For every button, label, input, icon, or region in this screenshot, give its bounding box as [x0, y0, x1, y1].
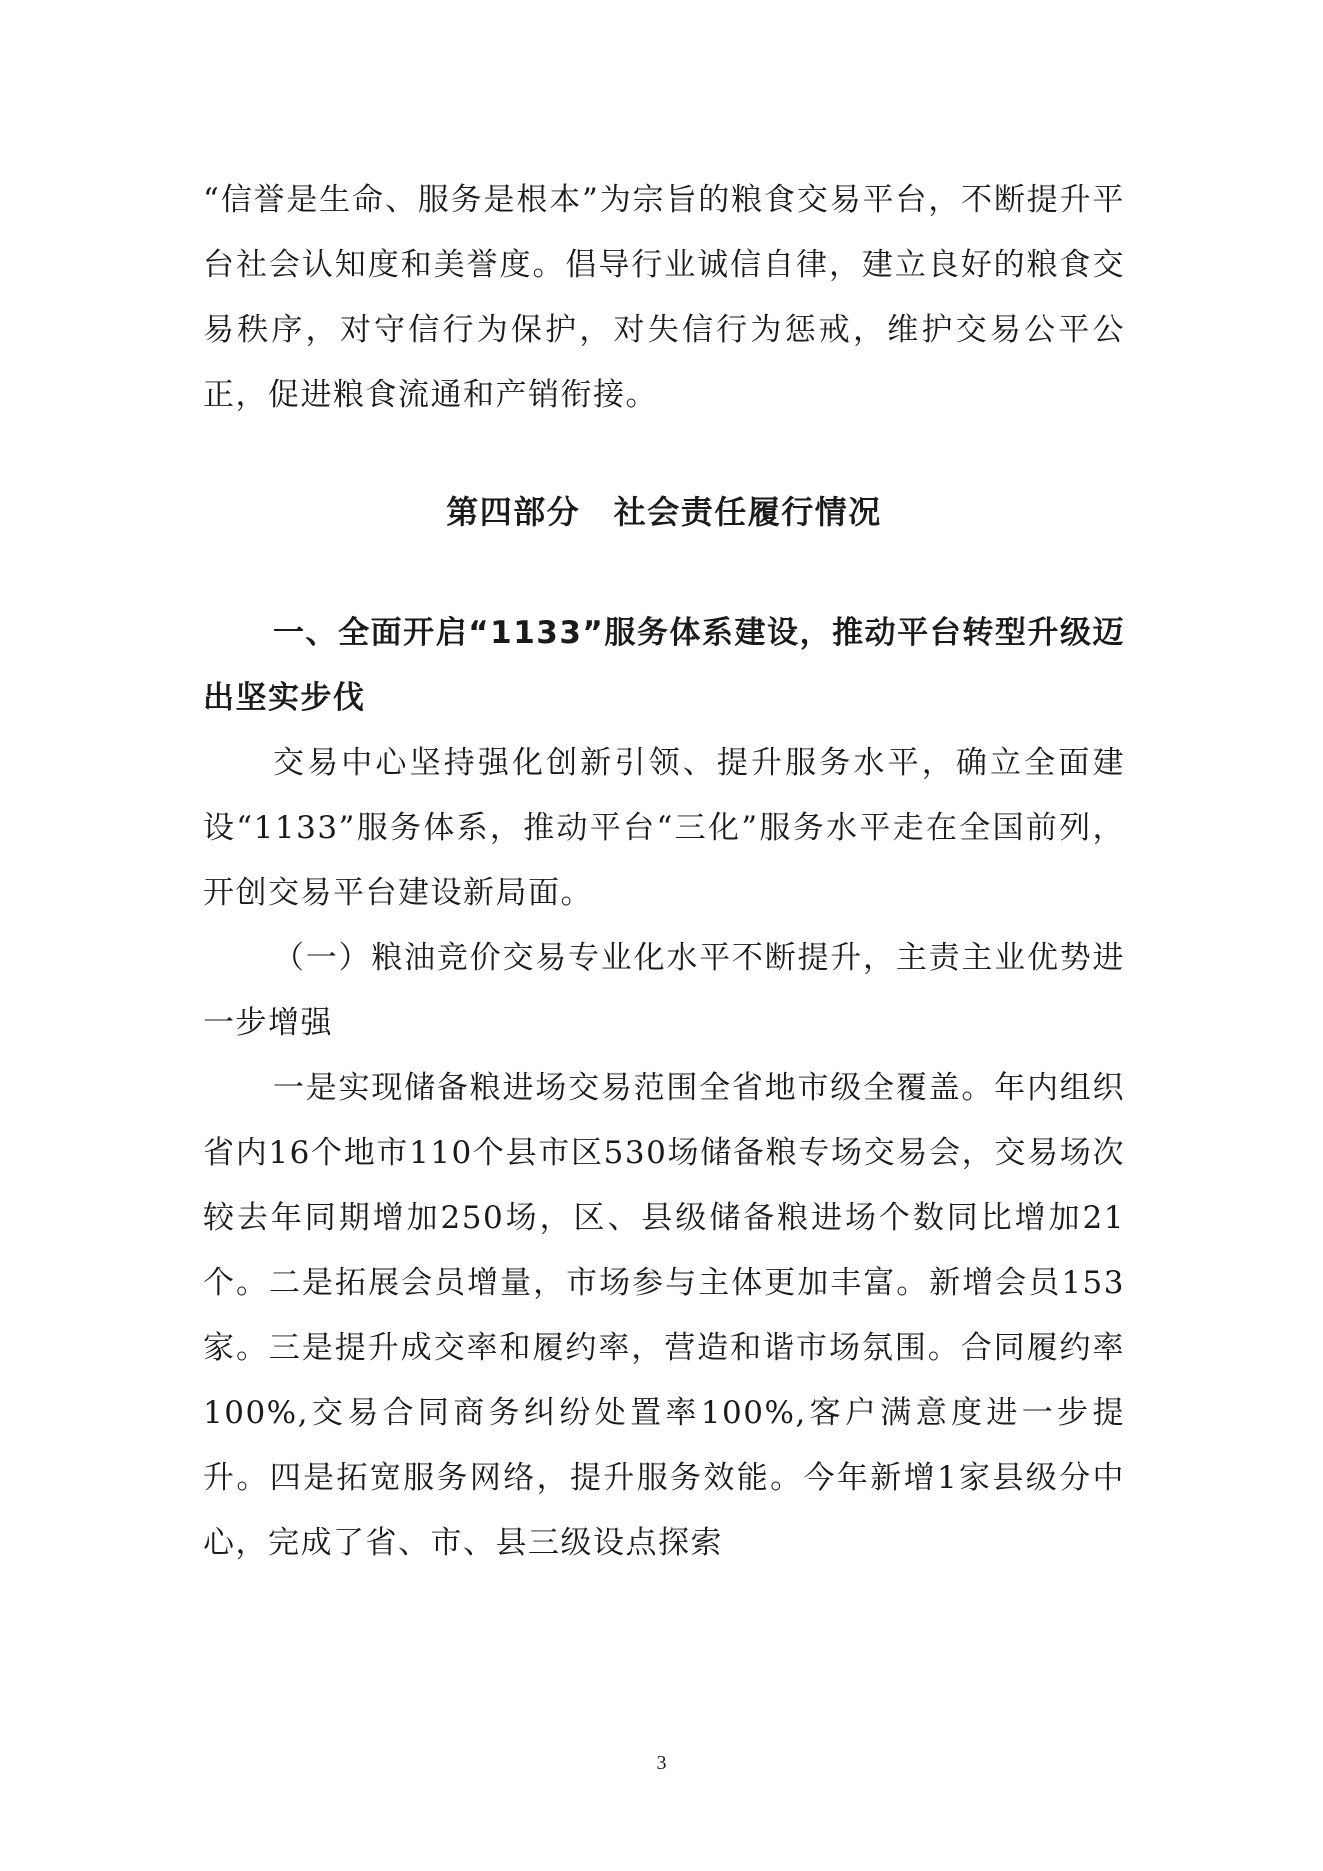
continuation-paragraph: “信誉是生命、服务是根本”为宗旨的粮食交易平台，不断提升平台社会认知度和美誉度。倡导行业诚信自律，建立良好的粮食交易秩序，对守信行为保护，对失信行为惩戒，维护交易公平公正，促进粮食流通和产销衔接。 [203, 182, 1125, 413]
part-heading: 第四部分 社会责任履行情况 [446, 493, 882, 531]
section-heading: 一、全面开启“1133”服务体系建设，推动平台转型升级迈出坚实步伐 [203, 615, 1125, 716]
subsection-heading: （一）粮油竞价交易专业化水平不断提升，主责主业优势进一步增强 [203, 940, 1125, 1041]
section-intro-paragraph: 交易中心坚持强化创新引领、提升服务水平，确立全面建设“1133”服务体系，推动平台“三化”服务水平走在全国前列，开创交易平台建设新局面。 [203, 745, 1125, 911]
subsection-body-paragraph: 一是实现储备粮进场交易范围全省地市级全覆盖。年内组织省内16个地市110个县市区530场储备粮专场交易会，交易场次较去年同期增加250场，区、县级储备粮进场个数同比增加21个。二是拓展会员增量，市场参与主体更加丰富。新增会员153家。三是提升成交率和履约率，营造和谐市场氛围。合同履约率100%,交易合同商务纠纷处置率100%,客户满意度进一步提升。四是拓宽服务网络，提升服务效能。今年新增1家县级分中心，完成了省、市、县三级设点探索 [203, 1070, 1125, 1561]
document-body [203, 168, 1125, 1576]
page-number: 3 [656, 1752, 667, 1774]
